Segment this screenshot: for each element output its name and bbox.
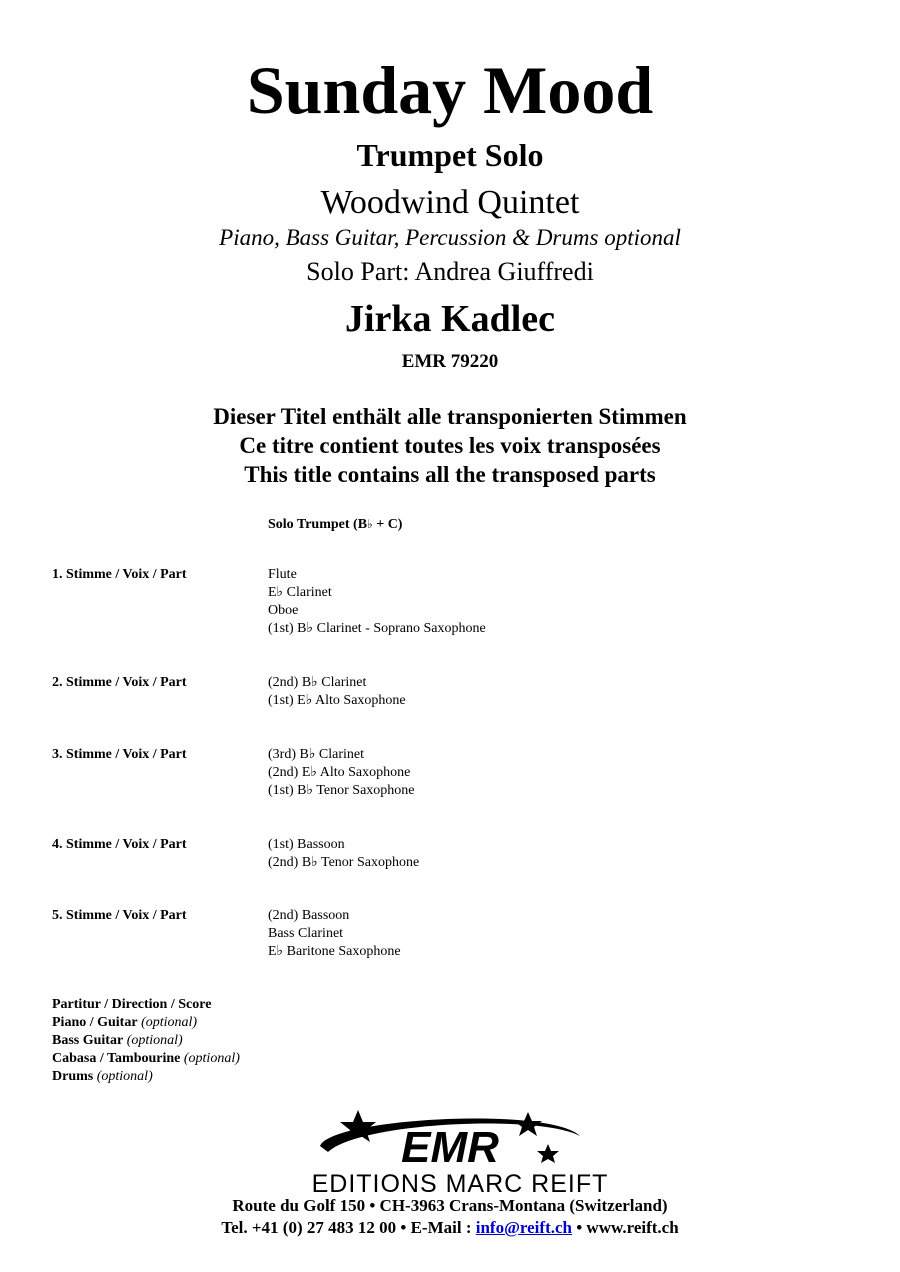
instrument-item: (1st) B♭ Clarinet - Soprano Saxophone xyxy=(268,621,486,636)
publisher-name: EDITIONS MARC REIFT xyxy=(311,1170,609,1196)
extra-item: Piano / Guitar (optional) xyxy=(52,1015,198,1030)
instrument-item: (3rd) B♭ Clarinet xyxy=(268,747,365,762)
star-icon xyxy=(537,1144,559,1163)
part-instruments-5 xyxy=(268,907,401,961)
extra-item: Bass Guitar (optional) xyxy=(52,1033,183,1048)
notice-english: This title contains all the transposed parts xyxy=(244,462,656,487)
instrument-item: (1st) Bassoon xyxy=(268,837,345,852)
solo-part-credit: Solo Part: Andrea Giuffredi xyxy=(306,257,594,286)
instrument-item: E♭ Clarinet xyxy=(268,585,332,600)
part-label-1: 1. Stimme / Voix / Part xyxy=(52,567,187,582)
part-instruments-3 xyxy=(268,746,415,800)
solo-instrument: Solo Trumpet (B♭ + C) xyxy=(268,517,403,532)
instrument-item: (1st) E♭ Alto Saxophone xyxy=(268,693,406,708)
instrument-item: Flute xyxy=(268,567,297,582)
extra-item: Drums (optional) xyxy=(52,1069,153,1084)
notice-french: Ce titre contient toutes les voix transposées xyxy=(239,433,661,458)
instrument-item: Oboe xyxy=(268,603,299,618)
instrument-item: (2nd) E♭ Alto Saxophone xyxy=(268,765,411,780)
instrument-item: (2nd) B♭ Tenor Saxophone xyxy=(268,855,420,870)
part-label-5: 5. Stimme / Voix / Part xyxy=(52,908,187,923)
part-label-2: 2. Stimme / Voix / Part xyxy=(52,675,187,690)
extra-item: Partitur / Direction / Score xyxy=(52,997,212,1012)
flat-sign: ♭ xyxy=(367,517,373,531)
optional-instruments: Piano, Bass Guitar, Percussion & Drums optional xyxy=(219,225,681,250)
instrument-item: Bass Clarinet xyxy=(268,926,344,941)
part-instruments-4 xyxy=(268,836,419,872)
part-label-3: 3. Stimme / Voix / Part xyxy=(52,747,187,762)
page-title: Sunday Mood xyxy=(246,52,654,128)
logo-text: EMR xyxy=(401,1123,499,1172)
email-link[interactable]: info@reift.ch xyxy=(475,1218,572,1237)
instrument-item: (2nd) B♭ Clarinet xyxy=(268,675,367,690)
notice-german: Dieser Titel enthält alle transponierten Stimmen xyxy=(213,404,687,429)
publisher-address: Route du Golf 150 • CH-3963 Crans-Montana (Switzerland) xyxy=(232,1196,668,1215)
publisher-logo xyxy=(250,1104,670,1196)
publisher-contact: Tel. +41 (0) 27 483 12 00 • E-Mail : info@reift.ch • www.reift.ch xyxy=(221,1218,679,1237)
part-instruments-2 xyxy=(268,674,406,710)
instrument-item: (1st) B♭ Tenor Saxophone xyxy=(268,783,415,798)
composer-name: Jirka Kadlec xyxy=(344,298,556,340)
catalog-code: EMR 79220 xyxy=(401,351,499,372)
part-label-4: 4. Stimme / Voix / Part xyxy=(52,837,187,852)
ensemble-subtitle: Woodwind Quintet xyxy=(320,184,580,221)
star-icon xyxy=(514,1112,542,1136)
instrument-item: (2nd) Bassoon xyxy=(268,908,350,923)
extra-item: Cabasa / Tambourine (optional) xyxy=(52,1051,240,1066)
solo-subtitle: Trumpet Solo xyxy=(356,137,544,173)
additional-parts xyxy=(52,996,240,1086)
instrument-item: E♭ Baritone Saxophone xyxy=(268,944,401,959)
transposition-notice xyxy=(0,402,900,489)
part-instruments-1 xyxy=(268,566,486,638)
